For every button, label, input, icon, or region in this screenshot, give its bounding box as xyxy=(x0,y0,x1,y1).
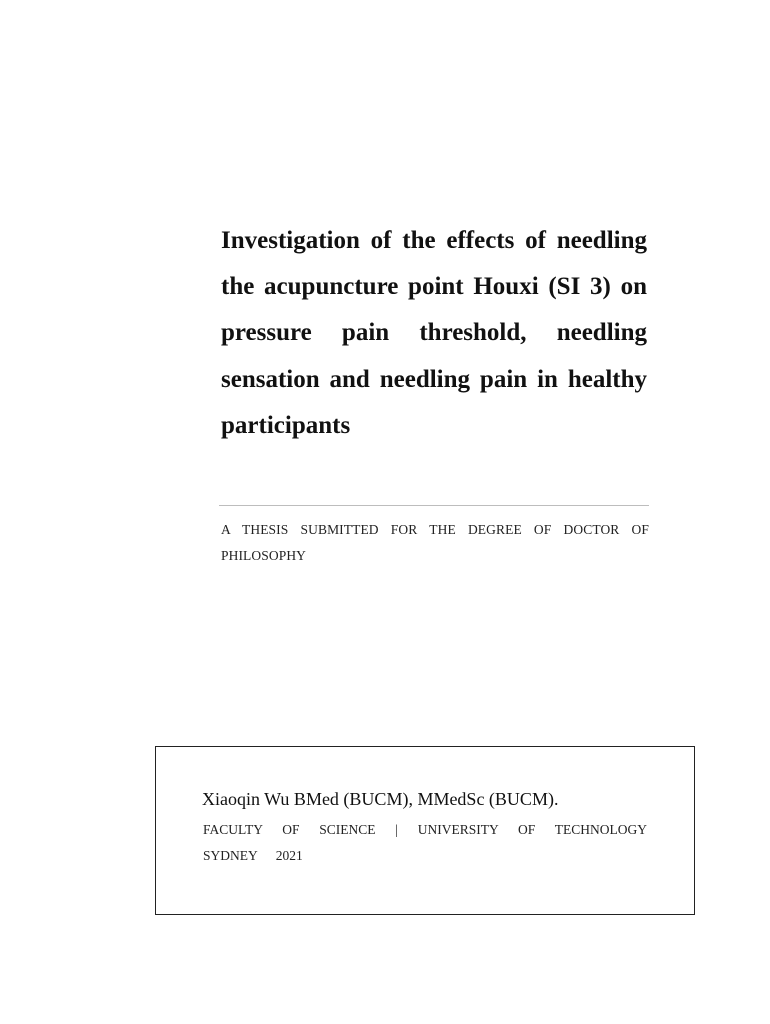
submission-year: 2021 xyxy=(275,848,303,863)
author-name: Xiaoqin Wu BMed (BUCM), MMedSc (BUCM). xyxy=(202,789,559,809)
thesis-title: Investigation of the effects of needling the acupuncture point Houxi (SI 3) on pressure pain threshold, needling sensation and needling pain in healthy participants xyxy=(221,227,647,439)
degree-statement: A THESIS SUBMITTED FOR THE DEGREE OF DOCTOR OF PHILOSOPHY xyxy=(221,522,649,563)
title-divider xyxy=(219,505,649,506)
affiliation-text: FACULTY OF SCIENCE | UNIVERSITY OF TECHNOLOGY SYDNEY xyxy=(203,822,647,863)
affiliation xyxy=(203,817,647,869)
